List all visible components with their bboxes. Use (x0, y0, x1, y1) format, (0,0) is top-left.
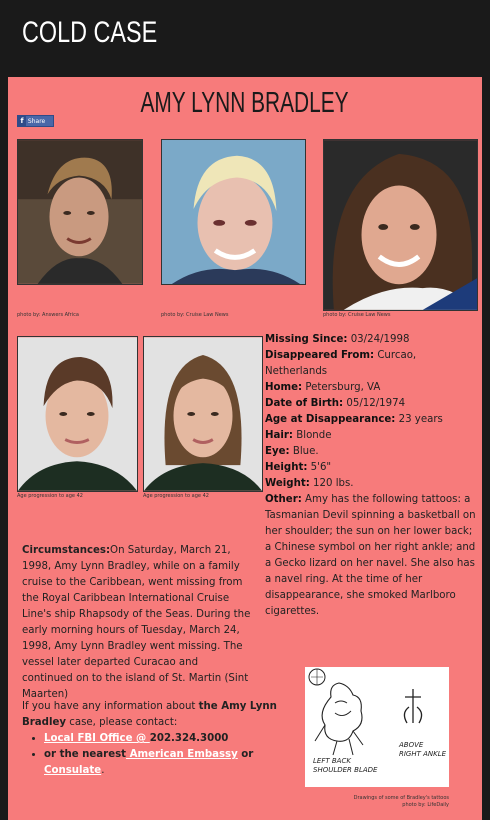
photo-amy-1 (17, 139, 143, 285)
disappeared-from-row: Disappeared From: Curcao, Netherlands (265, 350, 417, 377)
age-progression-photo-1 (17, 336, 138, 492)
page-title: AMY LYNN BRADLEY (140, 87, 350, 119)
home-row: Home: Petersburg, VA (265, 382, 381, 393)
photo-caption: photo by: Cruise Law News (161, 312, 229, 318)
content-panel (8, 77, 482, 820)
site-title[interactable]: COLD CASE (22, 16, 158, 49)
contact-fbi-item: • Local FBI Office @ 202.324.3000 (44, 731, 282, 747)
age-row: Age at Disappearance: 23 years (265, 414, 443, 425)
photo-amy-2 (161, 139, 306, 285)
other-row: Other: Amy has the following tattoos: a Tasmanian Devil spinning a basketball on her shoulder; the sun on her lower back; a Chinese symbol on her right ankle; and a Gecko lizard on her navel. She also has a navel ring. At the time of her disappearance, she smoked Marlboro cigarettes. (265, 494, 476, 617)
consulate-link[interactable]: Consulate (44, 765, 102, 776)
tattoo-caption: Drawings of some of Bradley's tattoos photo by: LifeDaily (353, 795, 449, 808)
tattoo-label-left: LEFT BACK SHOULDER BLADE (313, 757, 378, 774)
photo-caption: photo by: Answers Africa (17, 312, 79, 318)
contact-embassy-item: • or the nearest American Embassy or Consulate. (44, 747, 282, 779)
contact-list (22, 731, 282, 779)
contact-info (22, 699, 282, 779)
fbi-office-link[interactable]: Local FBI Office @ (44, 733, 150, 744)
circumstances-text: Circumstances:On Saturday, March 21, 1998, Amy Lynn Bradley, while on a family cruise to the Caribbean, went missing from the Royal Caribbean International Cruise Line's ship Rhapsody of the Seas. During the early morning hours of Tuesday, March 24, 1998, Amy Lynn Bradley went missing. The vessel later departed Curacao and continued on to the island of St. Martin (Sint Maarten) (22, 545, 251, 700)
photo-caption: photo by: Cruise Law News (323, 312, 391, 318)
tattoo-drawings-image (305, 667, 449, 787)
photo-caption: Age progression to age 42 (17, 493, 83, 499)
tattoo-label-right: ABOVE RIGHT ANKLE (399, 741, 447, 758)
photo-amy-3 (323, 139, 478, 311)
facebook-share-button[interactable] (17, 115, 54, 127)
eye-row: Eye: Blue. (265, 446, 319, 457)
share-label: Share (27, 118, 46, 125)
missing-person-details (265, 332, 480, 620)
age-progression-photo-2 (143, 336, 263, 492)
height-row: Height: 5'6" (265, 462, 332, 473)
site-header (0, 0, 490, 75)
hair-row: Hair: Blonde (265, 430, 332, 441)
photo-caption: Age progression to age 42 (143, 493, 209, 499)
weight-row: Weight: 120 lbs. (265, 478, 354, 489)
missing-since-row: Missing Since: 03/24/1998 (265, 334, 410, 345)
contact-intro: If you have any information about the Amy Lynn Bradley case, please contact: (22, 701, 277, 728)
dob-row: Date of Birth: 05/12/1974 (265, 398, 406, 409)
american-embassy-link[interactable]: American Embassy (126, 749, 238, 760)
facebook-icon: f (18, 116, 26, 126)
